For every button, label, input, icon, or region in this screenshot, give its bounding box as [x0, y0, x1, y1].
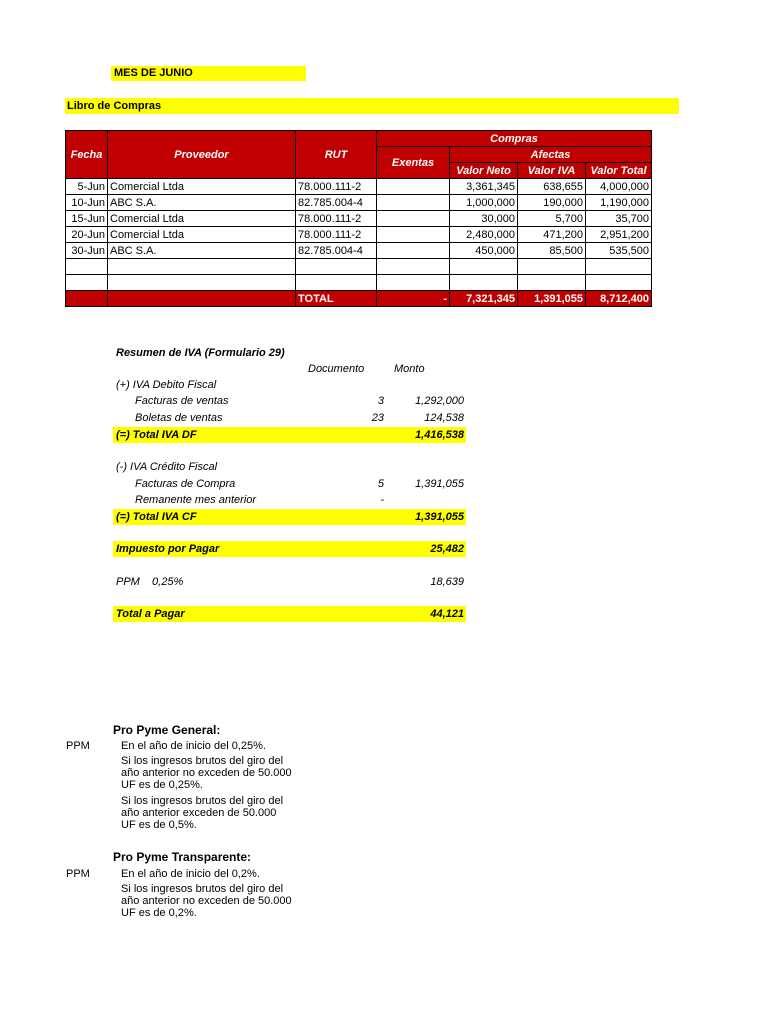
cell-proveedor: ABC S.A. — [108, 195, 296, 211]
header-valor-iva: Valor IVA — [518, 163, 586, 179]
boletas-ventas-label: Boletas de ventas — [135, 412, 223, 424]
summary-col-documento: Documento — [308, 363, 365, 375]
cell-fecha: 15-Jun — [66, 211, 108, 227]
cell-rut: 78.000.111-2 — [296, 179, 377, 195]
header-rut: RUT — [296, 131, 377, 179]
cell-total — [586, 275, 652, 291]
table-row — [66, 275, 652, 291]
total-neto: 7,321,345 — [450, 291, 518, 307]
remanente-label: Remanente mes anterior — [135, 494, 257, 506]
total-df-monto: 1,416,538 — [415, 429, 464, 441]
cell-exentas — [377, 259, 450, 275]
facturas-compra-monto: 1,391,055 — [415, 478, 464, 490]
facturas-compra-doc: 5 — [377, 478, 384, 490]
total-pagar-label: Total a Pagar — [116, 608, 185, 620]
total-pagar-row — [113, 606, 466, 622]
facturas-ventas-row — [113, 393, 466, 409]
cell-total: 4,000,000 — [586, 179, 652, 195]
cell-fecha: 10-Jun — [66, 195, 108, 211]
cell-exentas — [377, 227, 450, 243]
general-title: Pro Pyme General: — [113, 723, 221, 737]
cell-total: 1,190,000 — [586, 195, 652, 211]
summary-title: Resumen de IVA (Formulario 29) — [116, 347, 285, 359]
cell-rut — [296, 275, 377, 291]
table-row — [66, 259, 652, 275]
cell-iva: 471,200 — [518, 227, 586, 243]
summary-col-monto: Monto — [394, 363, 425, 375]
cell-fecha — [66, 275, 108, 291]
transp-ppm: PPM — [66, 868, 90, 880]
transp-line2c: UF es de 0,2%. — [121, 907, 197, 919]
cell-total: 2,951,200 — [586, 227, 652, 243]
cell-exentas — [377, 275, 450, 291]
header-afectas: Afectas — [450, 147, 652, 163]
transp-line2b: año anterior no exceden de 50.000 — [121, 895, 292, 907]
cell-fecha — [66, 259, 108, 275]
facturas-compra-row — [113, 476, 466, 492]
book-title: Libro de Compras — [65, 98, 679, 114]
boletas-ventas-monto: 124,538 — [424, 412, 464, 424]
facturas-ventas-doc: 3 — [377, 395, 384, 407]
cell-total — [586, 259, 652, 275]
total-cf-row — [113, 509, 466, 525]
total-cf-label: (=) Total IVA CF — [116, 511, 197, 523]
cell-neto: 1,000,000 — [450, 195, 518, 211]
ppm-monto: 18,639 — [430, 576, 464, 588]
header-valor-neto: Valor Neto — [450, 163, 518, 179]
purchases-table — [65, 130, 652, 307]
cell-fecha: 5-Jun — [66, 179, 108, 195]
boletas-ventas-doc: 23 — [371, 412, 384, 424]
cell-fecha: 30-Jun — [66, 243, 108, 259]
header-compras: Compras — [377, 131, 652, 147]
total-df-row — [113, 427, 466, 443]
total-cell-empty — [66, 291, 108, 307]
cell-proveedor — [108, 275, 296, 291]
debito-heading-row — [113, 377, 466, 393]
general-line3a: Si los ingresos brutos del giro del — [121, 795, 284, 807]
cell-neto — [450, 259, 518, 275]
general-line2c: UF es de 0,25%. — [121, 779, 203, 791]
cell-neto: 3,361,345 — [450, 179, 518, 195]
cell-iva: 190,000 — [518, 195, 586, 211]
cell-proveedor: Comercial Ltda — [108, 179, 296, 195]
month-title: MES DE JUNIO — [111, 66, 306, 81]
cell-proveedor: Comercial Ltda — [108, 211, 296, 227]
cell-proveedor: ABC S.A. — [108, 243, 296, 259]
cell-exentas — [377, 211, 450, 227]
cell-neto: 450,000 — [450, 243, 518, 259]
credito-heading: (-) IVA Crédito Fiscal — [116, 461, 218, 473]
total-iva: 1,391,055 — [518, 291, 586, 307]
cell-total: 535,500 — [586, 243, 652, 259]
general-line2b: año anterior no exceden de 50.000 — [121, 767, 292, 779]
general-ppm: PPM — [66, 740, 90, 752]
cell-neto: 30,000 — [450, 211, 518, 227]
impuesto-row — [113, 541, 466, 557]
cell-iva — [518, 275, 586, 291]
total-df-label: (=) Total IVA DF — [116, 429, 197, 441]
total-label: TOTAL — [296, 291, 377, 307]
table-row — [66, 211, 652, 227]
ppm-row — [113, 574, 466, 590]
facturas-compra-label: Facturas de Compra — [135, 478, 236, 490]
header-exentas: Exentas — [377, 147, 450, 179]
general-line1: En el año de inicio del 0,25%. — [121, 740, 266, 752]
total-total: 8,712,400 — [586, 291, 652, 307]
remanente-doc: - — [380, 494, 384, 506]
header-fecha: Fecha — [66, 131, 108, 179]
cell-exentas — [377, 179, 450, 195]
cell-iva — [518, 259, 586, 275]
total-row — [66, 291, 652, 307]
general-line3c: UF es de 0,5%. — [121, 819, 197, 831]
cell-neto — [450, 275, 518, 291]
cell-rut: 82.785.004-4 — [296, 195, 377, 211]
general-line2a: Si los ingresos brutos del giro del — [121, 755, 284, 767]
cell-total: 35,700 — [586, 211, 652, 227]
total-pagar-monto: 44,121 — [430, 608, 464, 620]
cell-exentas — [377, 195, 450, 211]
cell-rut: 78.000.111-2 — [296, 211, 377, 227]
cell-iva: 638,655 — [518, 179, 586, 195]
boletas-ventas-row — [113, 410, 466, 426]
debito-heading: (+) IVA Debito Fiscal — [116, 379, 217, 391]
cell-rut: 78.000.111-2 — [296, 227, 377, 243]
cell-fecha: 20-Jun — [66, 227, 108, 243]
facturas-ventas-label: Facturas de ventas — [135, 395, 229, 407]
transp-title: Pro Pyme Transparente: — [113, 850, 252, 864]
remanente-row — [113, 492, 466, 508]
transp-line1: En el año de inicio del 0,2%. — [121, 868, 260, 880]
impuesto-monto: 25,482 — [430, 543, 464, 555]
table-row — [66, 179, 652, 195]
cell-rut — [296, 259, 377, 275]
table-row — [66, 195, 652, 211]
cell-proveedor: Comercial Ltda — [108, 227, 296, 243]
total-exentas: - — [377, 291, 450, 307]
general-line3b: año anterior exceden de 50.000 — [121, 807, 277, 819]
total-cell-empty — [108, 291, 296, 307]
credito-heading-row — [113, 459, 466, 475]
cell-iva: 5,700 — [518, 211, 586, 227]
facturas-ventas-monto: 1,292,000 — [415, 395, 464, 407]
header-valor-total: Valor Total — [586, 163, 652, 179]
ppm-label: PPM 0,25% — [116, 576, 184, 588]
table-header-row — [66, 131, 652, 147]
header-proveedor: Proveedor — [108, 131, 296, 179]
cell-exentas — [377, 243, 450, 259]
cell-proveedor — [108, 259, 296, 275]
table-row — [66, 243, 652, 259]
cell-neto: 2,480,000 — [450, 227, 518, 243]
cell-rut: 82.785.004-4 — [296, 243, 377, 259]
table-row — [66, 227, 652, 243]
cell-iva: 85,500 — [518, 243, 586, 259]
transp-line2a: Si los ingresos brutos del giro del — [121, 883, 284, 895]
impuesto-label: Impuesto por Pagar — [116, 543, 220, 555]
total-cf-monto: 1,391,055 — [415, 511, 464, 523]
